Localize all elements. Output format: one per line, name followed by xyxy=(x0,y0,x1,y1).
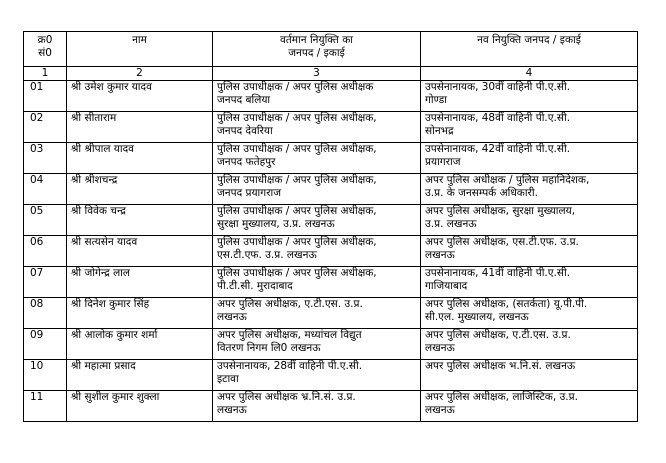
new-posting-line: अपर पुलिस अधीक्षक, ए.टी.एस. उ.प्र. xyxy=(425,329,571,341)
header-current-posting xyxy=(213,32,421,67)
current-posting xyxy=(213,236,421,267)
column-index-row xyxy=(24,67,638,81)
new-posting-line: लखनऊ xyxy=(425,404,455,416)
new-posting-line: उ.प्र. लखनऊ xyxy=(425,218,477,230)
new-posting xyxy=(421,81,638,112)
current-posting-line: वितरण निगम लि0 लखनऊ xyxy=(217,342,321,354)
current-posting-line: अपर पुलिस अधीक्षक, मध्यांचल विद्युत xyxy=(217,329,362,341)
officer-name: श्री महात्मा प्रसाद xyxy=(67,360,213,391)
current-posting-line: जनपद फतेहपुर xyxy=(217,156,276,168)
new-posting xyxy=(421,143,638,174)
header-name: नाम xyxy=(67,32,213,67)
new-posting xyxy=(421,298,638,329)
current-posting-line: पुलिस उपाधीक्षक / अपर पुलिस अधीक्षक xyxy=(217,81,374,93)
table-row xyxy=(24,205,638,236)
table-row xyxy=(24,112,638,143)
column-index: 4 xyxy=(421,67,638,81)
new-posting-line: लखनऊ xyxy=(425,342,455,354)
new-posting-line: उपसेनानायक, 41वीं वाहिनी पी.ए.सी. xyxy=(425,267,571,279)
new-posting-line: सी.एल. मुख्यालय, लखनऊ xyxy=(425,311,529,323)
new-posting-line: उ.प्र. के जनसम्पर्क अधिकारी. xyxy=(425,187,538,199)
officer-name: श्री सत्यसेन यादव xyxy=(67,236,213,267)
header-serial xyxy=(24,32,67,67)
new-posting xyxy=(421,267,638,298)
column-index: 3 xyxy=(213,67,421,81)
current-posting-line: लखनऊ xyxy=(217,311,247,323)
new-posting-line: लखनऊ xyxy=(425,249,455,261)
current-posting-line: सुरक्षा मुख्यालय, उ.प्र. लखनऊ xyxy=(217,218,335,230)
transfer-table xyxy=(23,31,638,422)
current-posting xyxy=(213,329,421,360)
serial-number: 03 xyxy=(24,143,67,174)
new-posting-line: उपसेनानायक, 48वीं वाहिनी पी.ए.सी. xyxy=(425,112,571,124)
current-posting xyxy=(213,391,421,422)
new-posting-line: अपर पुलिस अधीक्षक, एस.टी.एफ. उ.प्र. xyxy=(425,236,579,248)
current-posting xyxy=(213,360,421,391)
current-posting-line: पुलिस उपाधीक्षक / अपर पुलिस अधीक्षक, xyxy=(217,236,377,248)
current-posting-line: अपर पुलिस अधीक्षक, ए.टी.एस. उ.प्र. xyxy=(217,298,363,310)
column-index: 1 xyxy=(24,67,67,81)
table-row xyxy=(24,81,638,112)
current-posting xyxy=(213,267,421,298)
header-current-line2: जनपद / इकाई xyxy=(288,47,345,59)
new-posting xyxy=(421,174,638,205)
current-posting xyxy=(213,143,421,174)
new-posting-line: प्रयागराज xyxy=(425,156,461,168)
new-posting xyxy=(421,236,638,267)
header-current-line1: वर्तमान नियुक्ति का xyxy=(279,34,354,46)
header-row xyxy=(24,32,638,67)
current-posting-line: पुलिस उपाधीक्षक / अपर पुलिस अधीक्षक, xyxy=(217,143,377,155)
new-posting-line: अपर पुलिस अधीक्षक / पुलिस महानिदेशक, xyxy=(425,174,590,186)
new-posting xyxy=(421,360,638,391)
officer-name: श्री सुशील कुमार शुक्ला xyxy=(67,391,213,422)
current-posting-line: पुलिस उपाधीक्षक / अपर पुलिस अधीक्षक, xyxy=(217,267,377,279)
table-row xyxy=(24,267,638,298)
officer-name: श्री श्रीशचन्द्र xyxy=(67,174,213,205)
new-posting-line: गोण्डा xyxy=(425,94,447,106)
new-posting-line: उपसेनानायक, 42वीं वाहिनी पी.ए.सी. xyxy=(425,143,571,155)
table-row xyxy=(24,143,638,174)
serial-number: 01 xyxy=(24,81,67,112)
serial-number: 11 xyxy=(24,391,67,422)
serial-number: 04 xyxy=(24,174,67,205)
header-serial-line1: क्र0 xyxy=(37,34,53,46)
table-row xyxy=(24,236,638,267)
officer-name: श्री सीताराम xyxy=(67,112,213,143)
table-row xyxy=(24,391,638,422)
current-posting xyxy=(213,205,421,236)
officer-name: श्री विवेक चन्द्र xyxy=(67,205,213,236)
officer-name: श्री दिनेश कुमार सिंह xyxy=(67,298,213,329)
table-row xyxy=(24,174,638,205)
new-posting-line: अपर पुलिस अधीक्षक, लाजिस्टिक, उ.प्र. xyxy=(425,391,578,403)
new-posting-line: सोनभद्र xyxy=(425,125,454,137)
current-posting-line: अपर पुलिस अधीक्षक भ्र.नि.सं. उ.प्र. xyxy=(217,391,356,403)
table-row xyxy=(24,298,638,329)
current-posting xyxy=(213,298,421,329)
current-posting xyxy=(213,174,421,205)
officer-name: श्री श्रीपाल यादव xyxy=(67,143,213,174)
officer-name: श्री उमेश कुमार यादव xyxy=(67,81,213,112)
current-posting xyxy=(213,112,421,143)
serial-number: 02 xyxy=(24,112,67,143)
current-posting-line: पुलिस उपाधीक्षक / अपर पुलिस अधीक्षक, xyxy=(217,205,377,217)
serial-number: 07 xyxy=(24,267,67,298)
column-index: 2 xyxy=(67,67,213,81)
current-posting-line: जनपद बलिया xyxy=(217,94,271,106)
current-posting-line: जनपद देवरिया xyxy=(217,125,273,137)
table-row xyxy=(24,360,638,391)
current-posting-line: पी.टी.सी. मुरादाबाद xyxy=(217,280,293,292)
new-posting-line: अपर पुलिस अधीक्षक भ.नि.सं. लखनऊ xyxy=(425,360,576,372)
new-posting xyxy=(421,391,638,422)
serial-number: 09 xyxy=(24,329,67,360)
current-posting-line: इटावा xyxy=(217,373,239,385)
serial-number: 05 xyxy=(24,205,67,236)
current-posting-line: पुलिस उपाधीक्षक / अपर पुलिस अधीक्षक, xyxy=(217,174,377,186)
current-posting-line: पुलिस उपाधीक्षक / अपर पुलिस अधीक्षक, xyxy=(217,112,377,124)
current-posting-line: लखनऊ xyxy=(217,404,247,416)
current-posting-line: एस.टी.एफ. उ.प्र. लखनऊ xyxy=(217,249,317,261)
new-posting-line: अपर पुलिस अधीक्षक, सुरक्षा मुख्यालय, xyxy=(425,205,576,217)
new-posting xyxy=(421,112,638,143)
serial-number: 08 xyxy=(24,298,67,329)
header-serial-line2: सं0 xyxy=(38,47,52,59)
current-posting-line: उपसेनानायक, 28वीं वाहिनी पी.ए.सी. xyxy=(217,360,363,372)
new-posting-line: अपर पुलिस अधीक्षक, (सतर्कता) यू.पी.पी. xyxy=(425,298,588,310)
new-posting-line: गाजियाबाद xyxy=(425,280,468,292)
new-posting xyxy=(421,329,638,360)
officer-name: श्री जोगेन्द्र लाल xyxy=(67,267,213,298)
table-row xyxy=(24,329,638,360)
serial-number: 10 xyxy=(24,360,67,391)
serial-number: 06 xyxy=(24,236,67,267)
new-posting xyxy=(421,205,638,236)
officer-name: श्री आलोक कुमार शर्मा xyxy=(67,329,213,360)
header-new-posting: नव नियुक्ति जनपद / इकाई xyxy=(421,32,638,67)
current-posting-line: जनपद प्रयागराज xyxy=(217,187,281,199)
new-posting-line: उपसेनानायक, 30वीं वाहिनी पी.ए.सी. xyxy=(425,81,571,93)
current-posting xyxy=(213,81,421,112)
